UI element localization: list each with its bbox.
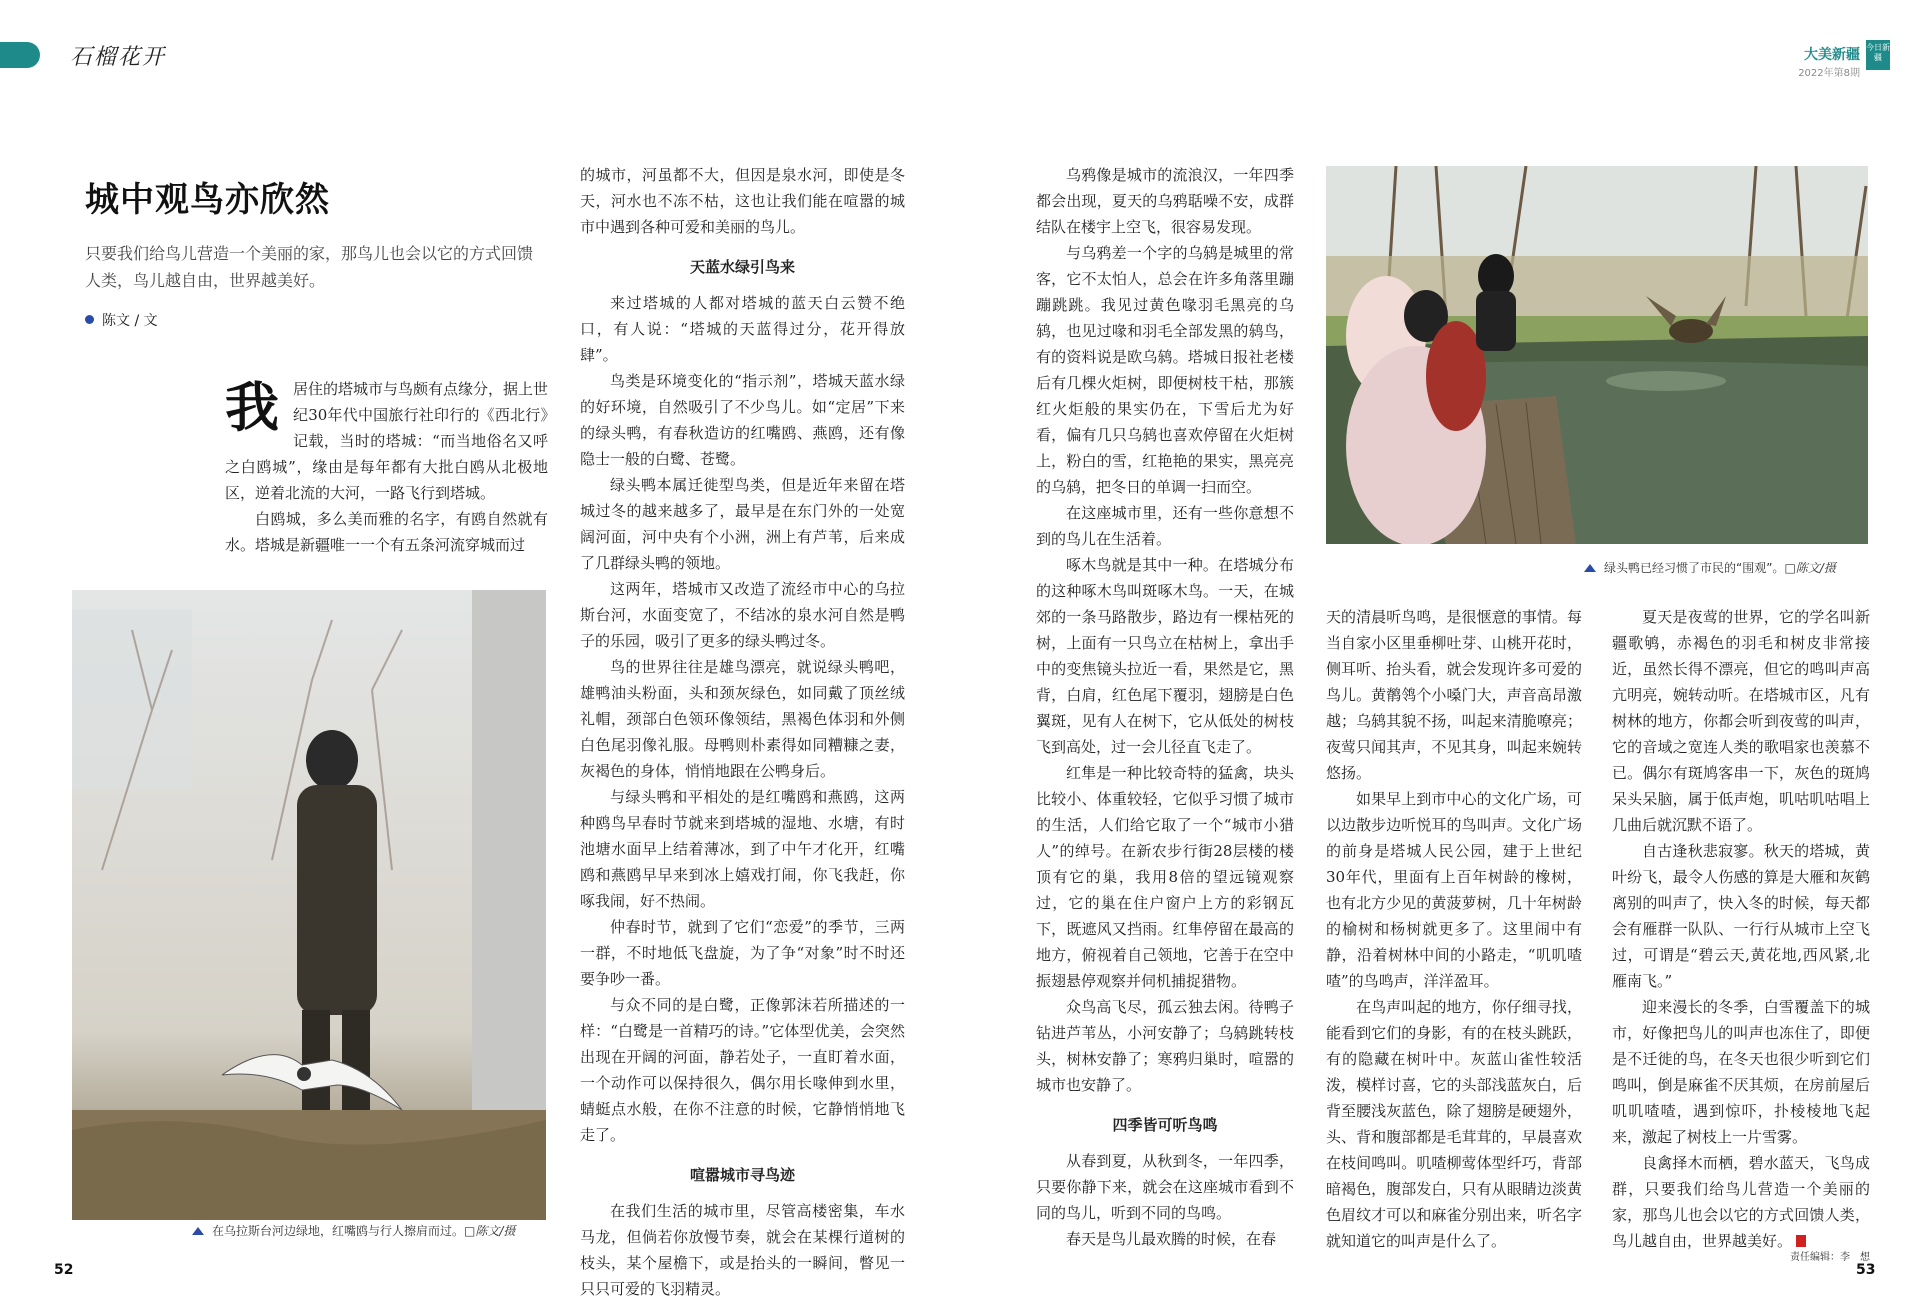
section-title: 石榴花开 bbox=[70, 45, 167, 70]
paragraph: 鸟类是环境变化的“指示剂”，塔城天蓝水绿的好环境，自然吸引了不少鸟儿。如“定居”下来的绿头鸭，有春秋造访的红嘴鸥、燕鸥，还有像隐士一般的白鹭、苍鹭。 bbox=[580, 372, 905, 468]
paragraph: 天的清晨听鸟鸣，是很惬意的事情。每当自家小区里垂柳吐芽、山桃开花时，侧耳听、抬头看，就会发现许多可爱的鸟儿。黄鹡鸰个小嗓门大，声音高昂激越；乌鸫其貌不扬，叫起来清脆嘹亮；夜莺只闻其声，不见其身，叫起来婉转悠扬。 bbox=[1326, 608, 1582, 782]
paragraph: 这两年，塔城市又改造了流经市中心的乌拉斯台河，水面变宽了，不结冰的泉水河自然是鸭子的乐园，吸引了更多的绿头鸭过冬。 bbox=[580, 580, 905, 650]
paragraph: 春天是鸟儿最欢腾的时候，在春 bbox=[1066, 1230, 1277, 1248]
caption-photo1 bbox=[192, 1222, 515, 1239]
photo-credit: □陈文/摄 bbox=[464, 1224, 516, 1238]
paragraph: 在这座城市里，还有一些你意想不到的鸟儿在生活着。 bbox=[1036, 504, 1294, 548]
subheading: 四季皆可听鸟鸣 bbox=[1112, 1116, 1218, 1134]
paragraph: 迎来漫长的冬季，白雪覆盖下的城市，好像把鸟儿的叫声也冻住了，即便是不迁徙的鸟，在冬天也很少听到它们鸣叫，倒是麻雀不厌其烦，在房前屋后叽叽喳喳，遇到惊吓，扑棱棱地飞起来，激起了树枝上一片雪雾。 bbox=[1612, 998, 1870, 1146]
photo-ducks-pond-image bbox=[1326, 166, 1868, 544]
column-3 bbox=[1036, 162, 1294, 1252]
caption-triangle-icon bbox=[1584, 564, 1596, 572]
caption-text: 在乌拉斯台河边绿地，红嘴鸥与行人擦肩而过。 bbox=[212, 1224, 465, 1238]
paragraph: 从春到夏，从秋到冬，一年四季，只要你静下来，就会在这座城市看到不同的鸟儿，听到不同的鸟鸣。 bbox=[1036, 1152, 1294, 1222]
photo-gull-riverside bbox=[72, 590, 546, 1220]
paragraph-text: 良禽择木而栖，碧水蓝天，飞鸟成群，只要我们给鸟儿营造一个美丽的家，那鸟儿也会以它的方式回馈人类，鸟儿越自由，世界越美好。 bbox=[1612, 1154, 1870, 1250]
brand-name: 大美新疆 bbox=[1804, 47, 1860, 63]
caption-photo2 bbox=[1584, 559, 1836, 576]
page-number-left: 52 bbox=[54, 1262, 74, 1278]
paragraph: 在鸟声叫起的地方，你仔细寻找，能看到它们的身影，有的在枝头跳跃，有的隐藏在树叶中。灰蓝山雀性较活泼，模样讨喜，它的头部浅蓝灰白，后背至腰浅灰蓝色，除了翅膀是硬翅外，头、背和腹部都是毛茸茸的，早晨喜欢在枝间鸣叫。叽喳柳莺体型纤巧，背部暗褐色，腹部发白，只有从眼睛边淡黄色眉纹才可以和麻雀分别出来，听名字就知道它的叫声是什么了。 bbox=[1326, 998, 1582, 1250]
paragraph bbox=[1612, 1150, 1870, 1254]
dropcap: 我 bbox=[225, 376, 279, 439]
paragraph: 的城市，河虽都不大，但因是泉水河，即使是冬天，河水也不冻不枯，这也让我们能在喧嚣的城市中遇到各种可爱和美丽的鸟儿。 bbox=[580, 166, 905, 236]
byline-text: 陈文 / 文 bbox=[102, 313, 158, 329]
page-number-right: 53 bbox=[1856, 1262, 1876, 1278]
end-mark-icon bbox=[1796, 1235, 1806, 1247]
paragraph: 众鸟高飞尽，孤云独去闲。待鸭子钻进芦苇丛，小河安静了；乌鸫跳转枝头，树林安静了；寒鸦归巢时，喧嚣的城市也安静了。 bbox=[1036, 998, 1294, 1094]
paragraph: 仲春时节，就到了它们“恋爱”的季节，三两一群，不时地低飞盘旋，为了争“对象”时不时还要争吵一番。 bbox=[580, 918, 905, 988]
paragraph: 来过塔城的人都对塔城的蓝天白云赞不绝口，有人说：“塔城的天蓝得过分，花开得放肆”。 bbox=[580, 294, 905, 364]
paragraph: 在我们生活的城市里，尽管高楼密集，车水马龙，但倘若你放慢节奏，就会在某棵行道树的枝头，某个屋檐下，或是抬头的一瞬间，瞥见一只只可爱的飞羽精灵。 bbox=[580, 1202, 905, 1298]
subheading: 喧嚣城市寻鸟迹 bbox=[689, 1166, 795, 1184]
paragraph: 自古逢秋悲寂寥。秋天的塔城，黄叶纷飞，最令人伤感的算是大雁和灰鹤离别的叫声了，快入冬的时候，每天都会有雁群一队队、一行行从城市上空飞过，可谓是“碧云天,黄花地,西风紧,北雁南飞。” bbox=[1612, 842, 1870, 990]
paragraph: 绿头鸭本属迁徙型鸟类，但是近年来留在塔城过冬的越来越多了，最早是在东门外的一处宽阔河面，河中央有个小洲，洲上有芦苇，后来成了几群绿头鸭的领地。 bbox=[580, 476, 905, 572]
paragraph: 乌鸦像是城市的流浪汉，一年四季都会出现，夏天的乌鸦聒噪不安，成群结队在楼宇上空飞，很容易发现。 bbox=[1036, 166, 1294, 236]
paragraph: 与众不同的是白鹭，正像郭沫若所描述的一样：“白鹭是一首精巧的诗。”它体型优美，会突然出现在开阔的河面，静若处子，一直盯着水面，一个动作可以保持很久，偶尔用长喙伸到水里，蜻蜓点水般，在你不注意的时候，它静悄悄地飞走了。 bbox=[580, 996, 905, 1144]
section-tab bbox=[0, 42, 40, 68]
article-title: 城中观鸟亦欣然 bbox=[85, 180, 330, 220]
brand-issue: 2022年第8期 bbox=[1798, 68, 1860, 79]
paragraph: 夏天是夜莺的世界，它的学名叫新疆歌鸲，赤褐色的羽毛和树皮非常接近，虽然长得不漂亮，但它的鸣叫声高亢明亮，婉转动听。在塔城市区，凡有树林的地方，你都会听到夜莺的叫声，它的音域之宽连人类的歌唱家也羡慕不已。偶尔有斑鸠客串一下，灰色的斑鸠呆头呆脑，属于低声炮，叽咕叽咕唱上几曲后就沉默不语了。 bbox=[1612, 608, 1870, 834]
column-2 bbox=[580, 162, 905, 1302]
column-4 bbox=[1326, 604, 1582, 1254]
caption-text: 绿头鸭已经习惯了市民的“围观”。 bbox=[1604, 561, 1785, 575]
subheading: 天蓝水绿引鸟来 bbox=[689, 258, 795, 276]
photo-ducks-pond bbox=[1326, 166, 1868, 544]
paragraph: 鸟的世界往往是雄鸟漂亮，就说绿头鸭吧，雄鸭油头粉面，头和颈灰绿色，如同戴了顶丝绒礼帽，颈部白色领环像领结，黑褐色体羽和外侧白色尾羽像礼服。母鸭则朴素得如同糟糠之妻，灰褐色的身体，悄悄地跟在公鸭身后。 bbox=[580, 658, 905, 780]
photo-credit: □陈文/摄 bbox=[1784, 561, 1836, 575]
column-5 bbox=[1612, 604, 1870, 1254]
article-lead: 只要我们给鸟儿营造一个美丽的家，那鸟儿也会以它的方式回馈人类，鸟儿越自由，世界越美好。 bbox=[85, 244, 534, 290]
photo-gull-riverside-image bbox=[72, 590, 546, 1220]
brand-block bbox=[1798, 44, 1860, 79]
paragraph: 啄木鸟就是其中一种。在塔城分布的这种啄木鸟叫斑啄木鸟。一天，在城郊的一条马路散步，路边有一棵枯死的树，上面有一只鸟立在枯树上，拿出手中的变焦镜头拉近一看，果然是它，黑背，白肩，红色尾下覆羽，翅膀是白色翼斑，见有人在树下，它从低处的树枝飞到高处，过一会儿径直飞走了。 bbox=[1036, 556, 1294, 756]
paragraph: 与绿头鸭和平相处的是红嘴鸥和燕鸥，这两种鸥鸟早春时节就来到塔城的湿地、水塘，有时池塘水面早上结着薄冰，到了中午才化开，红嘴鸥和燕鸥早早来到冰上嬉戏打闹，你飞我赶，你啄我闹，好不热闹。 bbox=[580, 788, 905, 910]
caption-triangle-icon bbox=[192, 1227, 204, 1235]
byline-bullet-icon bbox=[85, 315, 94, 324]
paragraph: 如果早上到市中心的文化广场，可以边散步边听悦耳的鸟叫声。文化广场的前身是塔城人民公园，建于上世纪30年代，里面有上百年树龄的橡树，也有北方少见的黄菠萝树，几十年树龄的榆树和杨树就更多了。这里闹中有静，沿着树林中间的小路走，“叽叽喳喳”的鸟鸣声，洋洋盈耳。 bbox=[1326, 790, 1582, 990]
paragraph: 白鸥城，多么美而雅的名字，有鸥自然就有水。塔城是新疆唯一一个有五条河流穿城而过 bbox=[225, 510, 548, 554]
byline bbox=[85, 310, 158, 330]
brand-badge: 今日新疆 bbox=[1866, 40, 1890, 70]
paragraph: 与乌鸦差一个字的乌鸫是城里的常客，它不太怕人，总会在许多角落里蹦蹦跳跳。我见过黄色喙羽毛黑亮的乌鸫，也见过喙和羽毛全部发黑的鸫鸟，有的资料说是欧乌鸫。塔城日报社老楼后有几棵火炬树，即便树枝干枯，那簇红火炬般的果实仍在，下雪后尤为好看，偏有几只乌鸫也喜欢停留在火炬树上，粉白的雪，红艳艳的果实，黑亮亮的乌鸫，把冬日的单调一扫而空。 bbox=[1036, 244, 1294, 496]
paragraph: 红隼是一种比较奇特的猛禽，块头比较小、体重较轻，它似乎习惯了城市的生活，人们给它取了一个“城市小猎人”的绰号。在新农步行街28层楼的楼顶有它的巢，我用8倍的望远镜观察过，它的巢在住户窗户上方的彩钢瓦下，既遮风又挡雨。红隼停留在最高的地方，俯视着自己领地，它善于在空中振翅悬停观察并伺机捕捉猎物。 bbox=[1036, 764, 1294, 990]
paragraph: 居住的塔城市与鸟颇有点缘分，据上世纪30年代中国旅行社印行的《西北行》记载，当时的塔城：“而当地俗名又呼之白鸥城”，缘由是每年都有大批白鸥从北极地区，逆着北流的大河，一路飞行到塔城。 bbox=[225, 380, 549, 502]
editor-credit: 责任编辑：李 想 bbox=[1790, 1252, 1870, 1263]
column-1 bbox=[225, 376, 548, 558]
